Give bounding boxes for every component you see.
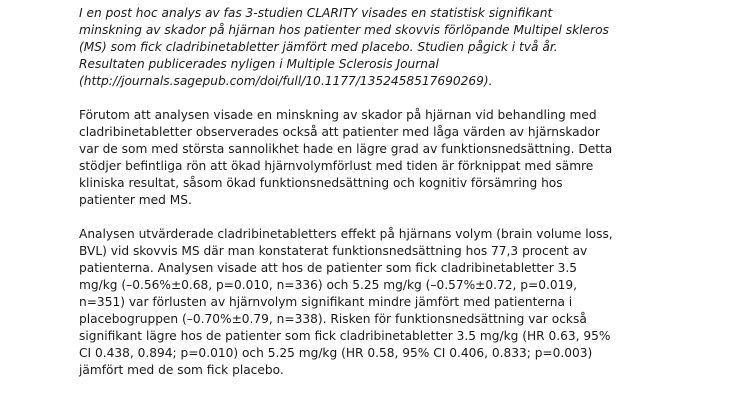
journal-link[interactable]: (http://journals.sagepub.com/doi/full/10.1177/1352458517690269) (79, 74, 489, 88)
article-body (79, 5, 619, 379)
intro-text: I en post hoc analys av fas 3-studien CLARITY visades en statistisk signifikant minskning av skador på hjärnan hos patienter med skovvis förlöpande Multipel skleros (MS) som fick cladribinetabletter jämfört med placebo. Studien pågick i två år. Resultaten publicerades nyligen i Multiple Sclerosis Journal (79, 6, 609, 71)
paragraph-findings: Förutom att analysen visade en minskning av skador på hjärnan vid behandling med cladribinetabletter observerades också att patienter med låga värden av hjärnskador var de som med största sannolikhet hade en lägre grad av funktionsnedsättning. Detta stödjer befintliga rön att ökad hjärnvolymförlust med tiden är förknippat med sämre kliniska resultat, såsom ökad funktionsnedsättning och kognitiv försämring hos patienter med MS. (79, 108, 613, 207)
intro-period: . (488, 74, 493, 88)
paragraph-analysis: Analysen utvärderade cladribinetabletters effekt på hjärnans volym (brain volume loss, BVL) vid skovvis MS där man konstaterat funktionsnedsättning hos 77,3 procent av patienterna. Analysen visade att hos de patienter som fick cladribinetabletter 3.5 mg/kg (–0.56%±0.68, p=0.010, n=336) och 5.25 mg/kg (–0.57%±0.72, p=0.019, n=351) var förlusten av hjärnvolym signifikant mindre jämfört med patienterna i placebogruppen (–0.70%±0.79, n=338). Risken för funktionsnedsättning var också signifikant lägre hos de patienter som fick cladribinetabletter 3.5 mg/kg (HR 0.63, 95% CI 0.438, 0.894; p=0.010) och 5.25 mg/kg (HR 0.58, 95% CI 0.406, 0.833; p=0.003) jämfört med de som fick placebo. (79, 227, 613, 377)
intro-paragraph (79, 5, 619, 90)
